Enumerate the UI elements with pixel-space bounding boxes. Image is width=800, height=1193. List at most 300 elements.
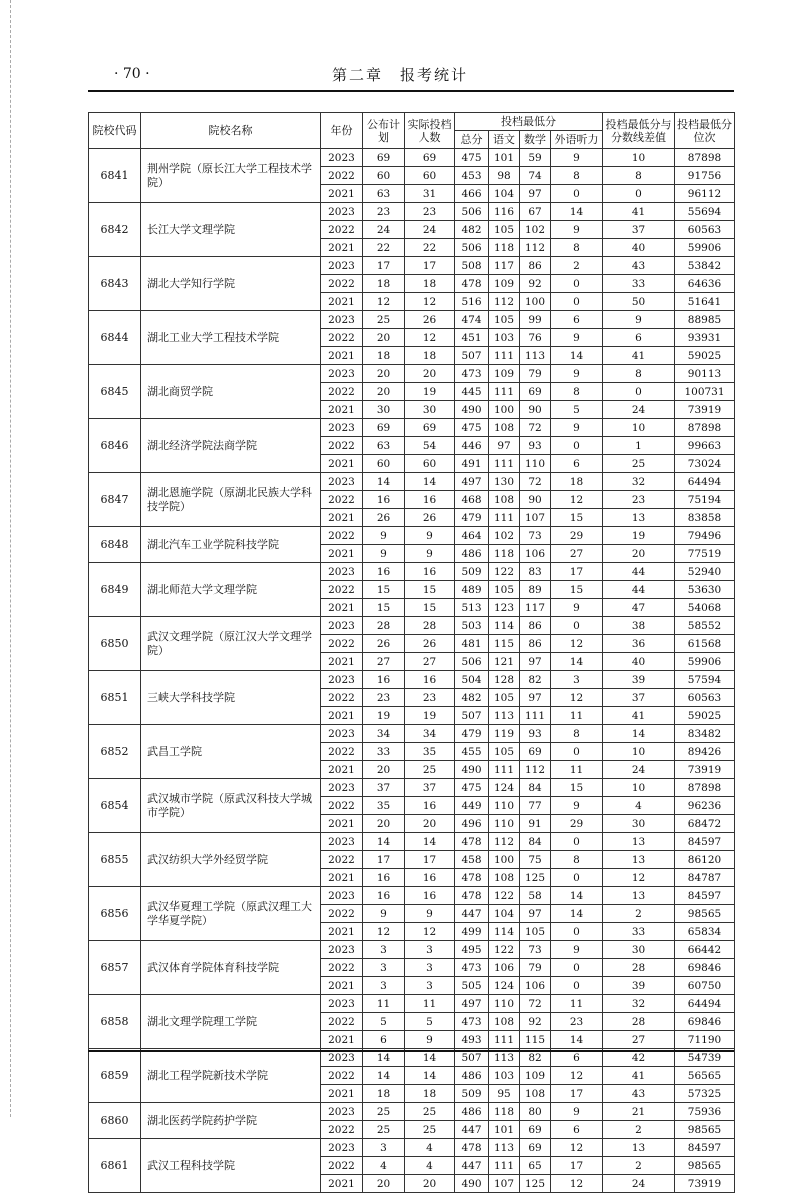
cell-rank: 79496 (675, 527, 735, 545)
cell-math: 112 (520, 761, 551, 779)
col-header-year: 年份 (321, 113, 363, 149)
cell-year: 2022 (321, 275, 363, 293)
cell-total: 507 (455, 707, 489, 725)
cell-rank: 96112 (675, 185, 735, 203)
cell-enrolled: 69 (405, 419, 455, 437)
school-name: 湖北文理学院理工学院 (141, 995, 321, 1049)
cell-english: 0 (551, 185, 603, 203)
cell-rank: 54068 (675, 599, 735, 617)
cell-enrolled: 4 (405, 1139, 455, 1157)
cell-plan: 20 (363, 329, 405, 347)
cell-plan: 16 (363, 491, 405, 509)
cell-chinese: 128 (489, 671, 520, 689)
cell-total: 479 (455, 509, 489, 527)
cell-enrolled: 12 (405, 329, 455, 347)
cell-enrolled: 14 (405, 1067, 455, 1085)
cell-english: 17 (551, 1157, 603, 1175)
cell-year: 2023 (321, 563, 363, 581)
cell-plan: 3 (363, 1139, 405, 1157)
cell-english: 5 (551, 401, 603, 419)
table-row (89, 671, 735, 689)
cell-total: 497 (455, 473, 489, 491)
cell-enrolled: 25 (405, 1121, 455, 1139)
cell-rank: 60750 (675, 977, 735, 995)
cell-math: 82 (520, 1049, 551, 1067)
cell-math: 73 (520, 941, 551, 959)
cell-plan: 25 (363, 1121, 405, 1139)
cell-diff: 10 (603, 779, 675, 797)
cell-total: 475 (455, 779, 489, 797)
cell-diff: 27 (603, 1031, 675, 1049)
cell-diff: 43 (603, 257, 675, 275)
table-row (89, 887, 735, 905)
cell-english: 0 (551, 959, 603, 977)
cell-plan: 25 (363, 1103, 405, 1121)
table-body (89, 149, 735, 1193)
cell-diff: 19 (603, 527, 675, 545)
cell-total: 473 (455, 959, 489, 977)
cell-chinese: 122 (489, 941, 520, 959)
cell-english: 6 (551, 1049, 603, 1067)
cell-diff: 37 (603, 689, 675, 707)
cell-diff: 1 (603, 437, 675, 455)
school-name: 湖北恩施学院（原湖北民族大学科技学院） (141, 473, 321, 527)
cell-year: 2021 (321, 977, 363, 995)
cell-english: 12 (551, 491, 603, 509)
school-code: 6857 (89, 941, 141, 995)
cell-plan: 30 (363, 401, 405, 419)
cell-english: 9 (551, 941, 603, 959)
cell-plan: 28 (363, 617, 405, 635)
cell-english: 6 (551, 455, 603, 473)
cell-math: 76 (520, 329, 551, 347)
cell-english: 8 (551, 167, 603, 185)
cell-year: 2021 (321, 1085, 363, 1103)
cell-chinese: 111 (489, 1157, 520, 1175)
table-row (89, 473, 735, 491)
cell-year: 2021 (321, 599, 363, 617)
cell-diff: 25 (603, 455, 675, 473)
cell-total: 478 (455, 869, 489, 887)
cell-total: 490 (455, 761, 489, 779)
cell-rank: 51641 (675, 293, 735, 311)
cell-rank: 98565 (675, 1121, 735, 1139)
cell-enrolled: 19 (405, 383, 455, 401)
school-name: 武汉城市学院（原武汉科技大学城市学院） (141, 779, 321, 833)
cell-total: 474 (455, 311, 489, 329)
cell-enrolled: 12 (405, 293, 455, 311)
cell-year: 2021 (321, 761, 363, 779)
cell-chinese: 110 (489, 995, 520, 1013)
cell-chinese: 114 (489, 617, 520, 635)
cell-english: 12 (551, 1175, 603, 1193)
cell-year: 2023 (321, 473, 363, 491)
cell-english: 17 (551, 563, 603, 581)
cell-enrolled: 17 (405, 851, 455, 869)
cell-year: 2022 (321, 1157, 363, 1175)
cell-plan: 20 (363, 383, 405, 401)
cell-enrolled: 16 (405, 887, 455, 905)
cell-rank: 84787 (675, 869, 735, 887)
cell-year: 2022 (321, 527, 363, 545)
cell-plan: 17 (363, 851, 405, 869)
cell-year: 2023 (321, 203, 363, 221)
cell-year: 2023 (321, 725, 363, 743)
school-code: 6846 (89, 419, 141, 473)
cell-diff: 39 (603, 671, 675, 689)
cell-plan: 14 (363, 833, 405, 851)
cell-diff: 10 (603, 743, 675, 761)
cell-chinese: 111 (489, 1031, 520, 1049)
col-header-code: 院校代码 (89, 113, 141, 149)
col-header-chinese: 语文 (489, 131, 520, 149)
cell-diff: 13 (603, 851, 675, 869)
cell-diff: 14 (603, 725, 675, 743)
cell-english: 29 (551, 527, 603, 545)
cell-diff: 2 (603, 1121, 675, 1139)
school-name: 武汉纺织大学外经贸学院 (141, 833, 321, 887)
table-row (89, 941, 735, 959)
cell-math: 125 (520, 1175, 551, 1193)
cell-math: 59 (520, 149, 551, 167)
cell-chinese: 124 (489, 977, 520, 995)
cell-rank: 65834 (675, 923, 735, 941)
cell-total: 482 (455, 689, 489, 707)
school-code: 6851 (89, 671, 141, 725)
cell-math: 105 (520, 923, 551, 941)
cell-enrolled: 34 (405, 725, 455, 743)
table-row (89, 617, 735, 635)
table-row (89, 995, 735, 1013)
cell-plan: 16 (363, 671, 405, 689)
cell-chinese: 116 (489, 203, 520, 221)
cell-year: 2021 (321, 239, 363, 257)
cell-rank: 58552 (675, 617, 735, 635)
cell-english: 9 (551, 149, 603, 167)
school-code: 6841 (89, 149, 141, 203)
cell-rank: 73919 (675, 1175, 735, 1193)
cell-enrolled: 9 (405, 1031, 455, 1049)
cell-english: 9 (551, 1103, 603, 1121)
col-header-total: 总分 (455, 131, 489, 149)
cell-plan: 19 (363, 707, 405, 725)
cell-chinese: 111 (489, 455, 520, 473)
cell-math: 90 (520, 491, 551, 509)
cell-year: 2021 (321, 1031, 363, 1049)
cell-enrolled: 3 (405, 941, 455, 959)
school-code: 6859 (89, 1049, 141, 1103)
cell-english: 11 (551, 761, 603, 779)
cell-plan: 18 (363, 347, 405, 365)
cell-english: 15 (551, 509, 603, 527)
cell-diff: 23 (603, 491, 675, 509)
school-name: 武汉文理学院（原江汉大学文理学院） (141, 617, 321, 671)
school-name: 湖北经济学院法商学院 (141, 419, 321, 473)
cell-year: 2023 (321, 1049, 363, 1067)
col-header-name: 院校名称 (141, 113, 321, 149)
page-number: · 70 · (114, 66, 150, 82)
cell-rank: 84597 (675, 887, 735, 905)
cell-chinese: 122 (489, 563, 520, 581)
cell-enrolled: 20 (405, 815, 455, 833)
cell-enrolled: 25 (405, 1103, 455, 1121)
cell-total: 475 (455, 419, 489, 437)
cell-english: 9 (551, 329, 603, 347)
table-row (89, 725, 735, 743)
cell-enrolled: 11 (405, 995, 455, 1013)
cell-plan: 15 (363, 581, 405, 599)
cell-english: 0 (551, 293, 603, 311)
cell-math: 92 (520, 1013, 551, 1031)
cell-plan: 35 (363, 797, 405, 815)
cell-diff: 36 (603, 635, 675, 653)
cell-enrolled: 17 (405, 257, 455, 275)
cell-english: 8 (551, 725, 603, 743)
cell-chinese: 111 (489, 347, 520, 365)
cell-chinese: 109 (489, 365, 520, 383)
cell-english: 11 (551, 995, 603, 1013)
cell-chinese: 112 (489, 293, 520, 311)
col-header-math: 数学 (520, 131, 551, 149)
cell-total: 486 (455, 545, 489, 563)
cell-plan: 12 (363, 923, 405, 941)
cell-plan: 27 (363, 653, 405, 671)
cell-year: 2021 (321, 509, 363, 527)
cell-plan: 3 (363, 959, 405, 977)
cell-plan: 20 (363, 815, 405, 833)
cell-chinese: 101 (489, 149, 520, 167)
cell-plan: 16 (363, 563, 405, 581)
cell-diff: 6 (603, 329, 675, 347)
cell-rank: 99663 (675, 437, 735, 455)
cell-math: 107 (520, 509, 551, 527)
cell-rank: 89426 (675, 743, 735, 761)
cell-english: 0 (551, 275, 603, 293)
cell-rank: 55694 (675, 203, 735, 221)
cell-rank: 71190 (675, 1031, 735, 1049)
cell-enrolled: 23 (405, 203, 455, 221)
cell-math: 84 (520, 833, 551, 851)
cell-total: 493 (455, 1031, 489, 1049)
cell-chinese: 101 (489, 1121, 520, 1139)
cell-math: 91 (520, 815, 551, 833)
cell-rank: 64494 (675, 473, 735, 491)
cell-english: 12 (551, 689, 603, 707)
cell-chinese: 124 (489, 779, 520, 797)
cell-diff: 10 (603, 149, 675, 167)
col-header-min-score-group: 投档最低分 (455, 113, 603, 131)
cell-enrolled: 60 (405, 167, 455, 185)
cell-rank: 83858 (675, 509, 735, 527)
cell-total: 489 (455, 581, 489, 599)
table-row (89, 1103, 735, 1121)
cell-diff: 28 (603, 959, 675, 977)
cell-english: 0 (551, 743, 603, 761)
school-name: 湖北工程学院新技术学院 (141, 1049, 321, 1103)
table-row (89, 1139, 735, 1157)
cell-total: 491 (455, 455, 489, 473)
cell-math: 69 (520, 743, 551, 761)
table-row (89, 365, 735, 383)
chapter-title: 第二章 报考统计 (331, 66, 468, 84)
cell-enrolled: 28 (405, 617, 455, 635)
cell-math: 97 (520, 653, 551, 671)
cell-chinese: 109 (489, 275, 520, 293)
cell-english: 12 (551, 1139, 603, 1157)
cell-year: 2021 (321, 923, 363, 941)
cell-year: 2023 (321, 995, 363, 1013)
cell-rank: 53630 (675, 581, 735, 599)
cell-rank: 83482 (675, 725, 735, 743)
cell-english: 9 (551, 797, 603, 815)
cell-chinese: 107 (489, 1175, 520, 1193)
cell-math: 65 (520, 1157, 551, 1175)
cell-chinese: 105 (489, 311, 520, 329)
cell-chinese: 104 (489, 185, 520, 203)
cell-rank: 96236 (675, 797, 735, 815)
admission-statistics-table (88, 112, 735, 1193)
cell-chinese: 105 (489, 689, 520, 707)
cell-math: 69 (520, 1139, 551, 1157)
table-row (89, 257, 735, 275)
cell-diff: 33 (603, 923, 675, 941)
cell-math: 86 (520, 635, 551, 653)
cell-enrolled: 5 (405, 1013, 455, 1031)
cell-rank: 73919 (675, 401, 735, 419)
cell-english: 0 (551, 977, 603, 995)
cell-year: 2022 (321, 221, 363, 239)
cell-chinese: 105 (489, 221, 520, 239)
cell-plan: 34 (363, 725, 405, 743)
cell-diff: 13 (603, 887, 675, 905)
cell-diff: 10 (603, 419, 675, 437)
cell-year: 2023 (321, 365, 363, 383)
cell-plan: 3 (363, 977, 405, 995)
cell-chinese: 108 (489, 869, 520, 887)
cell-total: 478 (455, 1139, 489, 1157)
cell-year: 2022 (321, 167, 363, 185)
cell-diff: 41 (603, 347, 675, 365)
cell-math: 102 (520, 221, 551, 239)
cell-chinese: 111 (489, 761, 520, 779)
school-name: 武汉体育学院体育科技学院 (141, 941, 321, 995)
cell-total: 513 (455, 599, 489, 617)
cell-english: 0 (551, 833, 603, 851)
cell-enrolled: 26 (405, 635, 455, 653)
cell-year: 2022 (321, 689, 363, 707)
cell-math: 109 (520, 1067, 551, 1085)
cell-plan: 17 (363, 257, 405, 275)
cell-chinese: 98 (489, 167, 520, 185)
cell-math: 84 (520, 779, 551, 797)
cell-diff: 20 (603, 545, 675, 563)
cell-math: 79 (520, 959, 551, 977)
cell-diff: 50 (603, 293, 675, 311)
cell-year: 2021 (321, 545, 363, 563)
table-row (89, 527, 735, 545)
cell-enrolled: 15 (405, 581, 455, 599)
cell-enrolled: 54 (405, 437, 455, 455)
cell-plan: 5 (363, 1013, 405, 1031)
cell-math: 106 (520, 977, 551, 995)
cell-plan: 69 (363, 149, 405, 167)
cell-diff: 8 (603, 365, 675, 383)
cell-year: 2022 (321, 383, 363, 401)
table-row (89, 311, 735, 329)
cell-diff: 43 (603, 1085, 675, 1103)
cell-english: 14 (551, 347, 603, 365)
cell-total: 505 (455, 977, 489, 995)
cell-diff: 2 (603, 1157, 675, 1175)
cell-total: 495 (455, 941, 489, 959)
cell-chinese: 119 (489, 725, 520, 743)
table-row (89, 203, 735, 221)
cell-math: 110 (520, 455, 551, 473)
cell-total: 486 (455, 1067, 489, 1085)
cell-rank: 77519 (675, 545, 735, 563)
cell-plan: 60 (363, 455, 405, 473)
cell-chinese: 100 (489, 851, 520, 869)
cell-plan: 20 (363, 1175, 405, 1193)
cell-enrolled: 31 (405, 185, 455, 203)
cell-diff: 13 (603, 509, 675, 527)
cell-enrolled: 16 (405, 491, 455, 509)
cell-total: 497 (455, 995, 489, 1013)
cell-rank: 59906 (675, 653, 735, 671)
cell-math: 58 (520, 887, 551, 905)
cell-diff: 24 (603, 761, 675, 779)
school-code: 6856 (89, 887, 141, 941)
cell-plan: 26 (363, 635, 405, 653)
table-row (89, 419, 735, 437)
cell-plan: 20 (363, 365, 405, 383)
cell-year: 2023 (321, 149, 363, 167)
cell-chinese: 122 (489, 887, 520, 905)
cell-plan: 12 (363, 293, 405, 311)
cell-year: 2023 (321, 779, 363, 797)
cell-diff: 0 (603, 383, 675, 401)
cell-rank: 87898 (675, 149, 735, 167)
cell-enrolled: 20 (405, 1175, 455, 1193)
cell-diff: 30 (603, 815, 675, 833)
cell-rank: 59025 (675, 707, 735, 725)
cell-year: 2021 (321, 1175, 363, 1193)
cell-year: 2022 (321, 1121, 363, 1139)
cell-total: 499 (455, 923, 489, 941)
cell-english: 8 (551, 851, 603, 869)
cell-plan: 60 (363, 167, 405, 185)
cell-diff: 8 (603, 167, 675, 185)
cell-enrolled: 16 (405, 563, 455, 581)
cell-total: 490 (455, 1175, 489, 1193)
cell-rank: 68472 (675, 815, 735, 833)
school-code: 6855 (89, 833, 141, 887)
cell-rank: 60563 (675, 689, 735, 707)
cell-plan: 18 (363, 1085, 405, 1103)
cell-plan: 16 (363, 887, 405, 905)
cell-enrolled: 60 (405, 455, 455, 473)
cell-english: 6 (551, 311, 603, 329)
cell-english: 14 (551, 905, 603, 923)
cell-total: 486 (455, 1103, 489, 1121)
cell-enrolled: 16 (405, 869, 455, 887)
cell-plan: 15 (363, 599, 405, 617)
cell-rank: 60563 (675, 221, 735, 239)
cell-enrolled: 3 (405, 977, 455, 995)
cell-math: 90 (520, 401, 551, 419)
cell-total: 446 (455, 437, 489, 455)
cell-enrolled: 26 (405, 509, 455, 527)
